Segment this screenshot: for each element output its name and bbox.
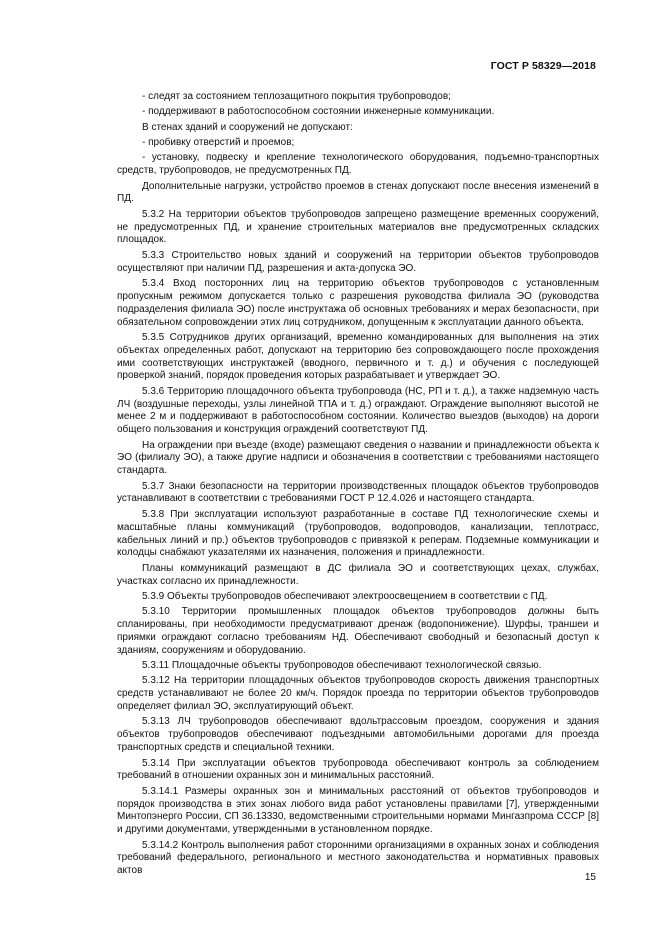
paragraph: Дополнительные нагрузки, устройство проемов в стенах допускают после внесения изменений в ПД. <box>117 180 599 205</box>
paragraph: 5.3.7 Знаки безопасности на территории производственных площадок объектов трубопроводов устанавливают в соответствии с требованиями ГОСТ Р 12.4.026 и настоящего стандарта. <box>117 480 599 505</box>
document-id-header: ГОСТ Р 58329—2018 <box>490 60 596 72</box>
paragraph: 5.3.8 При эксплуатации используют разработанные в составе ПД технологические схемы и масштабные планы коммуникаций (трубопроводов, водопроводов, канализации, теплотрасс, кабельных линий и пр.) объектов трубопроводов с привязкой к реперам. Подземные коммуникации и колодцы снабжают указателями их назначения, положения и принадлежности. <box>117 508 599 559</box>
paragraph: На ограждении при въезде (входе) размещают сведения о названии и принадлежности объекта к ЭО (филиалу ЭО), а также другие надписи и обозначения в соответствии с требованиями настоящего стандарта. <box>117 439 599 477</box>
paragraph: - пробивку отверстий и проемов; <box>142 137 295 149</box>
paragraph: В стенах зданий и сооружений не допускают: <box>142 121 353 133</box>
paragraph: 5.3.9 Объекты трубопроводов обеспечивают электроосвещением в соответствии с ПД. <box>142 590 548 602</box>
page-number: 15 <box>584 872 596 883</box>
paragraph: - установку, подвеску и крепление технологического оборудования, подъемно-транспортных средств, трубопроводов, не предусмотренных ПД. <box>117 152 599 177</box>
paragraph: 5.3.14.2 Контроль выполнения работ сторонними организациями в охранных зонах и соблюдения требований федерального, регионального и местного законодательства и нормативных правовых актов <box>117 839 599 877</box>
paragraph: 5.3.14 При эксплуатации объектов трубопровода обеспечивают контроль за соблюдением требований в отношении охранных зон и минимальных расстояний. <box>117 757 599 782</box>
paragraph: 5.3.4 Вход посторонних лиц на территорию объектов трубопроводов с установленным пропускным режимом допускается только с разрешения руководства филиала ЭО (руководства подразделения филиала ЭО) после инструктажа об основных требованиях и мерах безопасности, при обязательном сопровождении этих лиц сотрудником, допущенным к эксплуатации данного объекта. <box>117 277 599 328</box>
paragraph: 5.3.6 Территорию площадочного объекта трубопровода (НС, РП и т. д.), а также надземную часть ЛЧ (воздушные переходы, узлы линейной ТПА и т. д.) ограждают. Ограждение выполняют высотой не менее 2 м и поддерживают в работоспособном состоянии. Количество выездов (выходов) на дороги общего пользования и конструкция ограждений соответствуют ПД. <box>117 385 599 436</box>
paragraph: 5.3.2 На территории объектов трубопроводов запрещено размещение временных сооружений, не предусмотренных ПД, и хранение строительных материалов вне предусмотренных складских площадок. <box>117 208 599 246</box>
paragraph: 5.3.3 Строительство новых зданий и сооружений на территории объектов трубопроводов осуществляют при наличии ПД, разрешения и акта-допуска ЭО. <box>117 249 599 274</box>
paragraph: 5.3.13 ЛЧ трубопроводов обеспечивают вдольтрассовым проездом, сооружения и здания объектов трубопроводов обеспечивают подъездными автомобильными дорогами для проезда транспортных средств и специальной техники. <box>117 716 599 754</box>
paragraph: Планы коммуникаций размещают в ДС филиала ЭО и соответствующих цехах, службах, участках согласно их принадлежности. <box>117 562 599 587</box>
paragraph: - следят за состоянием теплозащитного покрытия трубопроводов; <box>142 91 451 102</box>
document-body <box>117 91 599 881</box>
paragraph: 5.3.14.1 Размеры охранных зон и минимальных расстояний от объектов трубопроводов и порядок производства в этих зонах любого вида работ установлены правилами [7], утвержденными Минтопэнерго России, СП 36.13330, ведомственными строительными нормами Мингазпрома СССР [8] и другими документами, утвержденными в установленном порядке. <box>117 785 599 836</box>
paragraph: 5.3.11 Площадочные объекты трубопроводов обеспечивают технологической связью. <box>142 660 542 672</box>
paragraph: 5.3.5 Сотрудников других организаций, временно командированных для выполнения на этих объектах определенных работ, допускают на территорию без сопровождающего после прохождения ими соответствующих инструктажей (вводного, первичного и т. д.) и обучения с последующей проверкой знаний, порядок проведения которых разрабатывает и утверждает ЭО. <box>117 331 599 382</box>
paragraph: - поддерживают в работоспособном состоянии инженерные коммуникации. <box>142 106 495 118</box>
paragraph: 5.3.10 Территории промышленных площадок объектов трубопроводов должны быть спланированы, при необходимости предусматривают дренаж (водопонижение). Шурфы, траншеи и приямки ограждают согласно требованиям НД. Обеспечивают свободный и безопасный доступ к зданиям, сооружениям и оборудованию. <box>117 606 599 656</box>
paragraph: 5.3.12 На территории площадочных объектов трубопроводов скорость движения транспортных средств устанавливают не более 20 км/ч. Порядок проезда по территории объектов трубопроводов определяет филиал ЭО, эксплуатирующий объект. <box>117 675 599 713</box>
